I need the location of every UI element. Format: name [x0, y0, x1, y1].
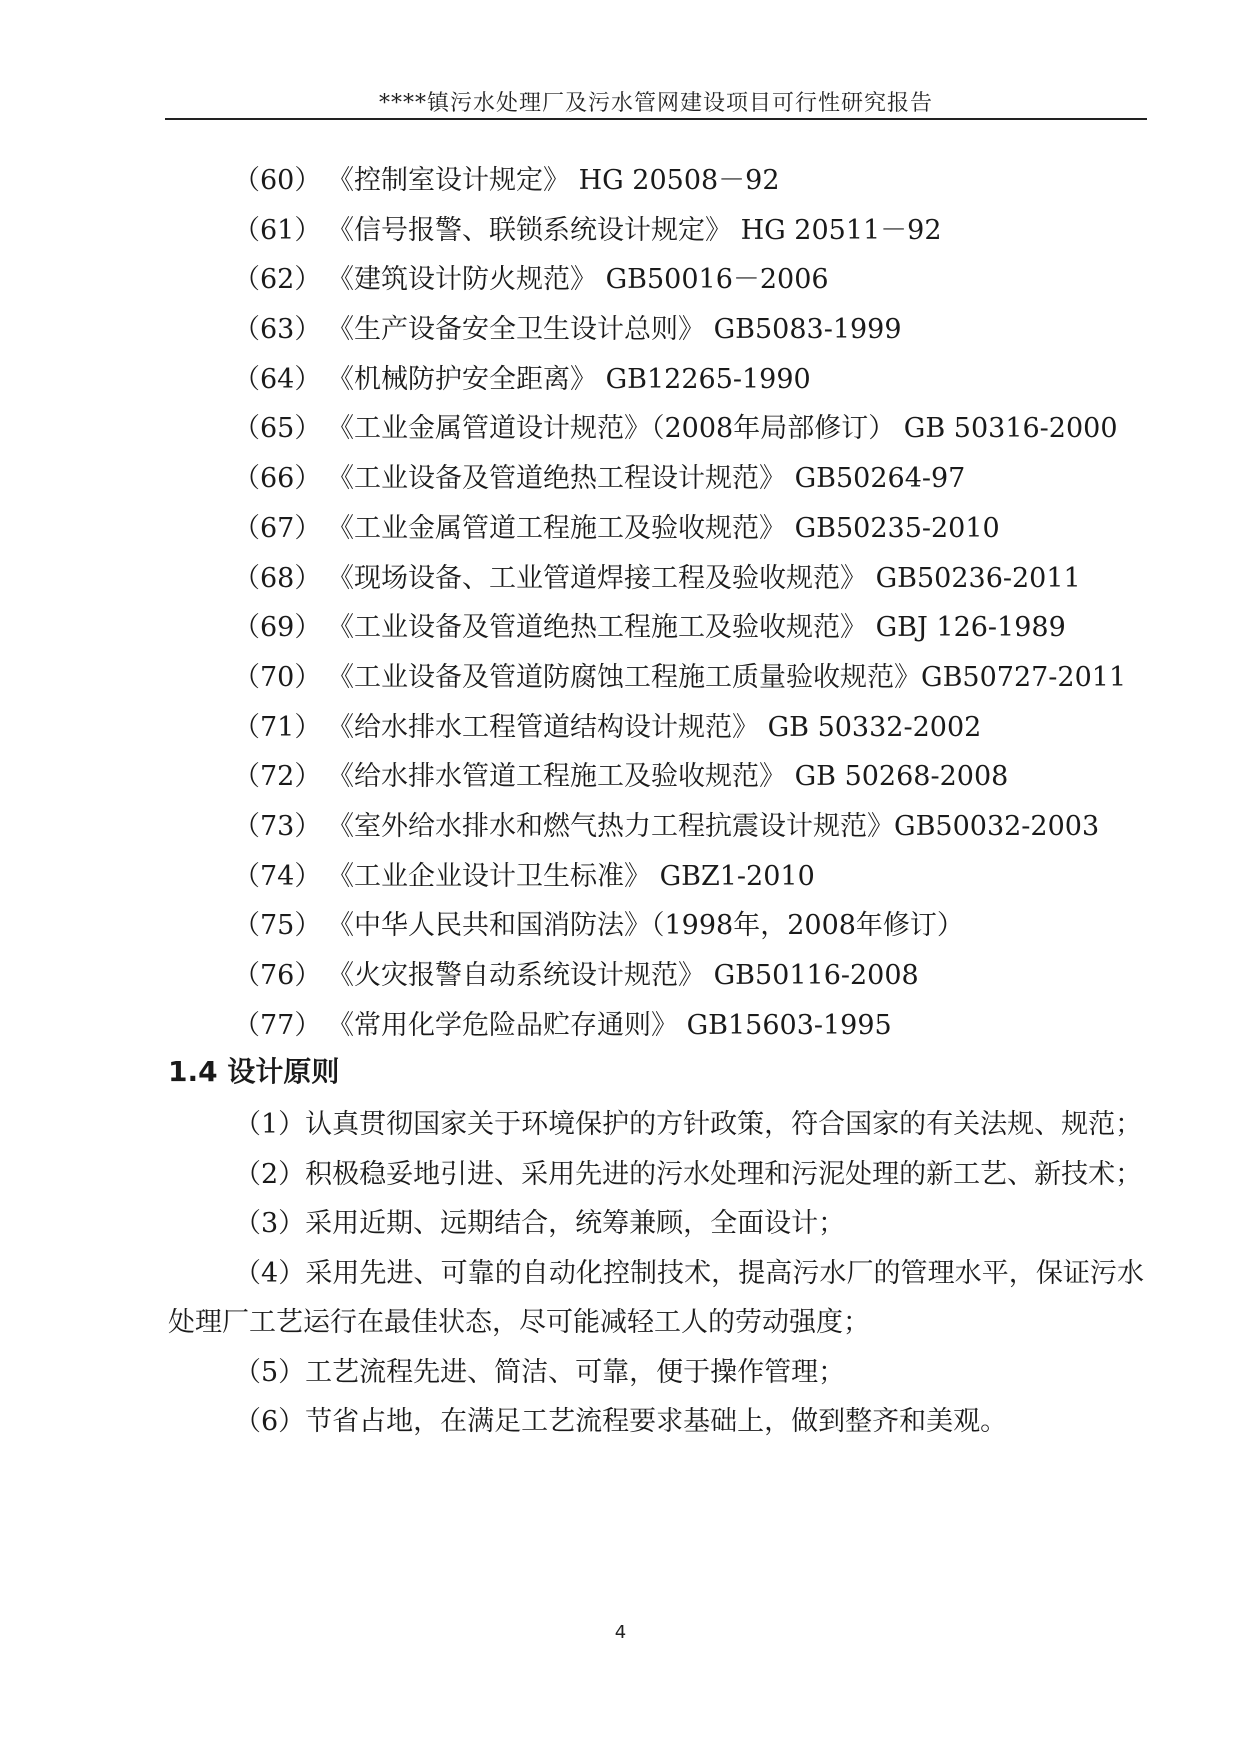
- reference-number: （60）: [233, 165, 322, 196]
- reference-number: （68）: [233, 562, 322, 594]
- reference-item: [233, 603, 1153, 653]
- reference-number: （76）: [233, 960, 322, 991]
- reference-text: 《信号报警、联锁系统设计规定》 HG 20511－92: [327, 214, 942, 246]
- reference-item: [233, 255, 1153, 305]
- reference-item: [233, 951, 1153, 1001]
- reference-text: 《工业设备及管道防腐蚀工程施工质量验收规范》GB50727-2011: [327, 661, 1127, 693]
- reference-number: （65）: [233, 413, 322, 445]
- reference-number: （61）: [233, 214, 322, 246]
- reference-number: （66）: [233, 463, 322, 495]
- reference-number: （73）: [233, 810, 322, 842]
- reference-text: 《工业企业设计卫生标准》 GBZ1-2010: [327, 860, 815, 892]
- reference-item: [233, 355, 1153, 405]
- reference-text: 《建筑设计防火规范》 GB50016－2006: [327, 264, 829, 296]
- reference-text: 《火灾报警自动系统设计规范》 GB50116-2008: [327, 960, 919, 991]
- reference-item: [233, 454, 1153, 504]
- reference-number: （77）: [233, 1009, 322, 1041]
- reference-item: [233, 1001, 1153, 1051]
- page-number: 4: [614, 1622, 627, 1643]
- reference-item: [233, 852, 1153, 902]
- reference-number: （74）: [233, 860, 322, 892]
- principle-paragraph: （1）认真贯彻国家关于环境保护的方针政策，符合国家的有关法规、规范；: [234, 1109, 1143, 1140]
- reference-number: （64）: [233, 363, 322, 395]
- reference-number: （70）: [233, 661, 322, 693]
- reference-text: 《机械防护安全距离》 GB12265-1990: [327, 363, 811, 395]
- reference-item: [233, 802, 1153, 852]
- reference-item: [233, 653, 1153, 703]
- reference-text: 《生产设备安全卫生设计总则》 GB5083-1999: [327, 314, 902, 346]
- reference-item: [233, 703, 1153, 753]
- reference-item: [233, 504, 1153, 554]
- principle-paragraph: （4）采用先进、可靠的自动化控制技术，提高污水厂的管理水平，保证污水处理厂工艺运行在最佳状态，尽可能减轻工人的劳动强度；: [168, 1257, 1144, 1338]
- reference-text: 《室外给水排水和燃气热力工程抗震设计规范》GB50032-2003: [327, 810, 1100, 842]
- reference-number: （67）: [233, 512, 322, 544]
- reference-number: （71）: [233, 711, 322, 743]
- reference-list: [233, 156, 1153, 1050]
- reference-text: 《工业设备及管道绝热工程设计规范》 GB50264-97: [327, 463, 966, 495]
- section-heading: 1.4 设计原则: [168, 1055, 340, 1088]
- reference-item: [233, 305, 1153, 355]
- reference-text: 《控制室设计规定》 HG 20508－92: [327, 165, 780, 196]
- reference-item: [233, 404, 1153, 454]
- principle-paragraph: （6）节省占地，在满足工艺流程要求基础上，做到整齐和美观。: [234, 1406, 1008, 1437]
- reference-number: （75）: [233, 910, 322, 942]
- header-divider: [165, 118, 1147, 120]
- reference-item: [233, 554, 1153, 604]
- reference-number: （62）: [233, 264, 322, 296]
- reference-text: 《工业设备及管道绝热工程施工及验收规范》 GBJ 126-1989: [327, 612, 1066, 644]
- reference-text: 《常用化学危险品贮存通则》 GB15603-1995: [327, 1009, 892, 1041]
- reference-item: [233, 156, 1153, 206]
- reference-text: 《给水排水管道工程施工及验收规范》 GB 50268-2008: [327, 761, 1009, 793]
- reference-number: （72）: [233, 761, 322, 793]
- design-principles: [168, 1100, 1144, 1447]
- principle-paragraph: （5）工艺流程先进、简洁、可靠，便于操作管理；: [234, 1356, 846, 1388]
- principle-paragraph: （2）积极稳妥地引进、采用先进的污水处理和污泥处理的新工艺、新技术；: [234, 1158, 1143, 1190]
- page-header-title: ****镇污水处理厂及污水管网建设项目可行性研究报告: [378, 91, 933, 116]
- reference-item: [233, 752, 1153, 802]
- reference-number: （69）: [233, 612, 322, 644]
- reference-text: 《现场设备、工业管道焊接工程及验收规范》 GB50236-2011: [327, 562, 1081, 594]
- reference-text: 《中华人民共和国消防法》（1998年，2008年修订）: [327, 910, 964, 942]
- reference-text: 《给水排水工程管道结构设计规范》 GB 50332-2002: [327, 711, 982, 743]
- reference-number: （63）: [233, 314, 322, 346]
- reference-item: [233, 901, 1153, 951]
- reference-item: [233, 206, 1153, 256]
- reference-text: 《工业金属管道设计规范》（2008年局部修订） GB 50316-2000: [327, 413, 1118, 445]
- reference-text: 《工业金属管道工程施工及验收规范》 GB50235-2010: [327, 512, 1000, 544]
- principle-paragraph: （3）采用近期、远期结合，统筹兼顾，全面设计；: [234, 1208, 846, 1239]
